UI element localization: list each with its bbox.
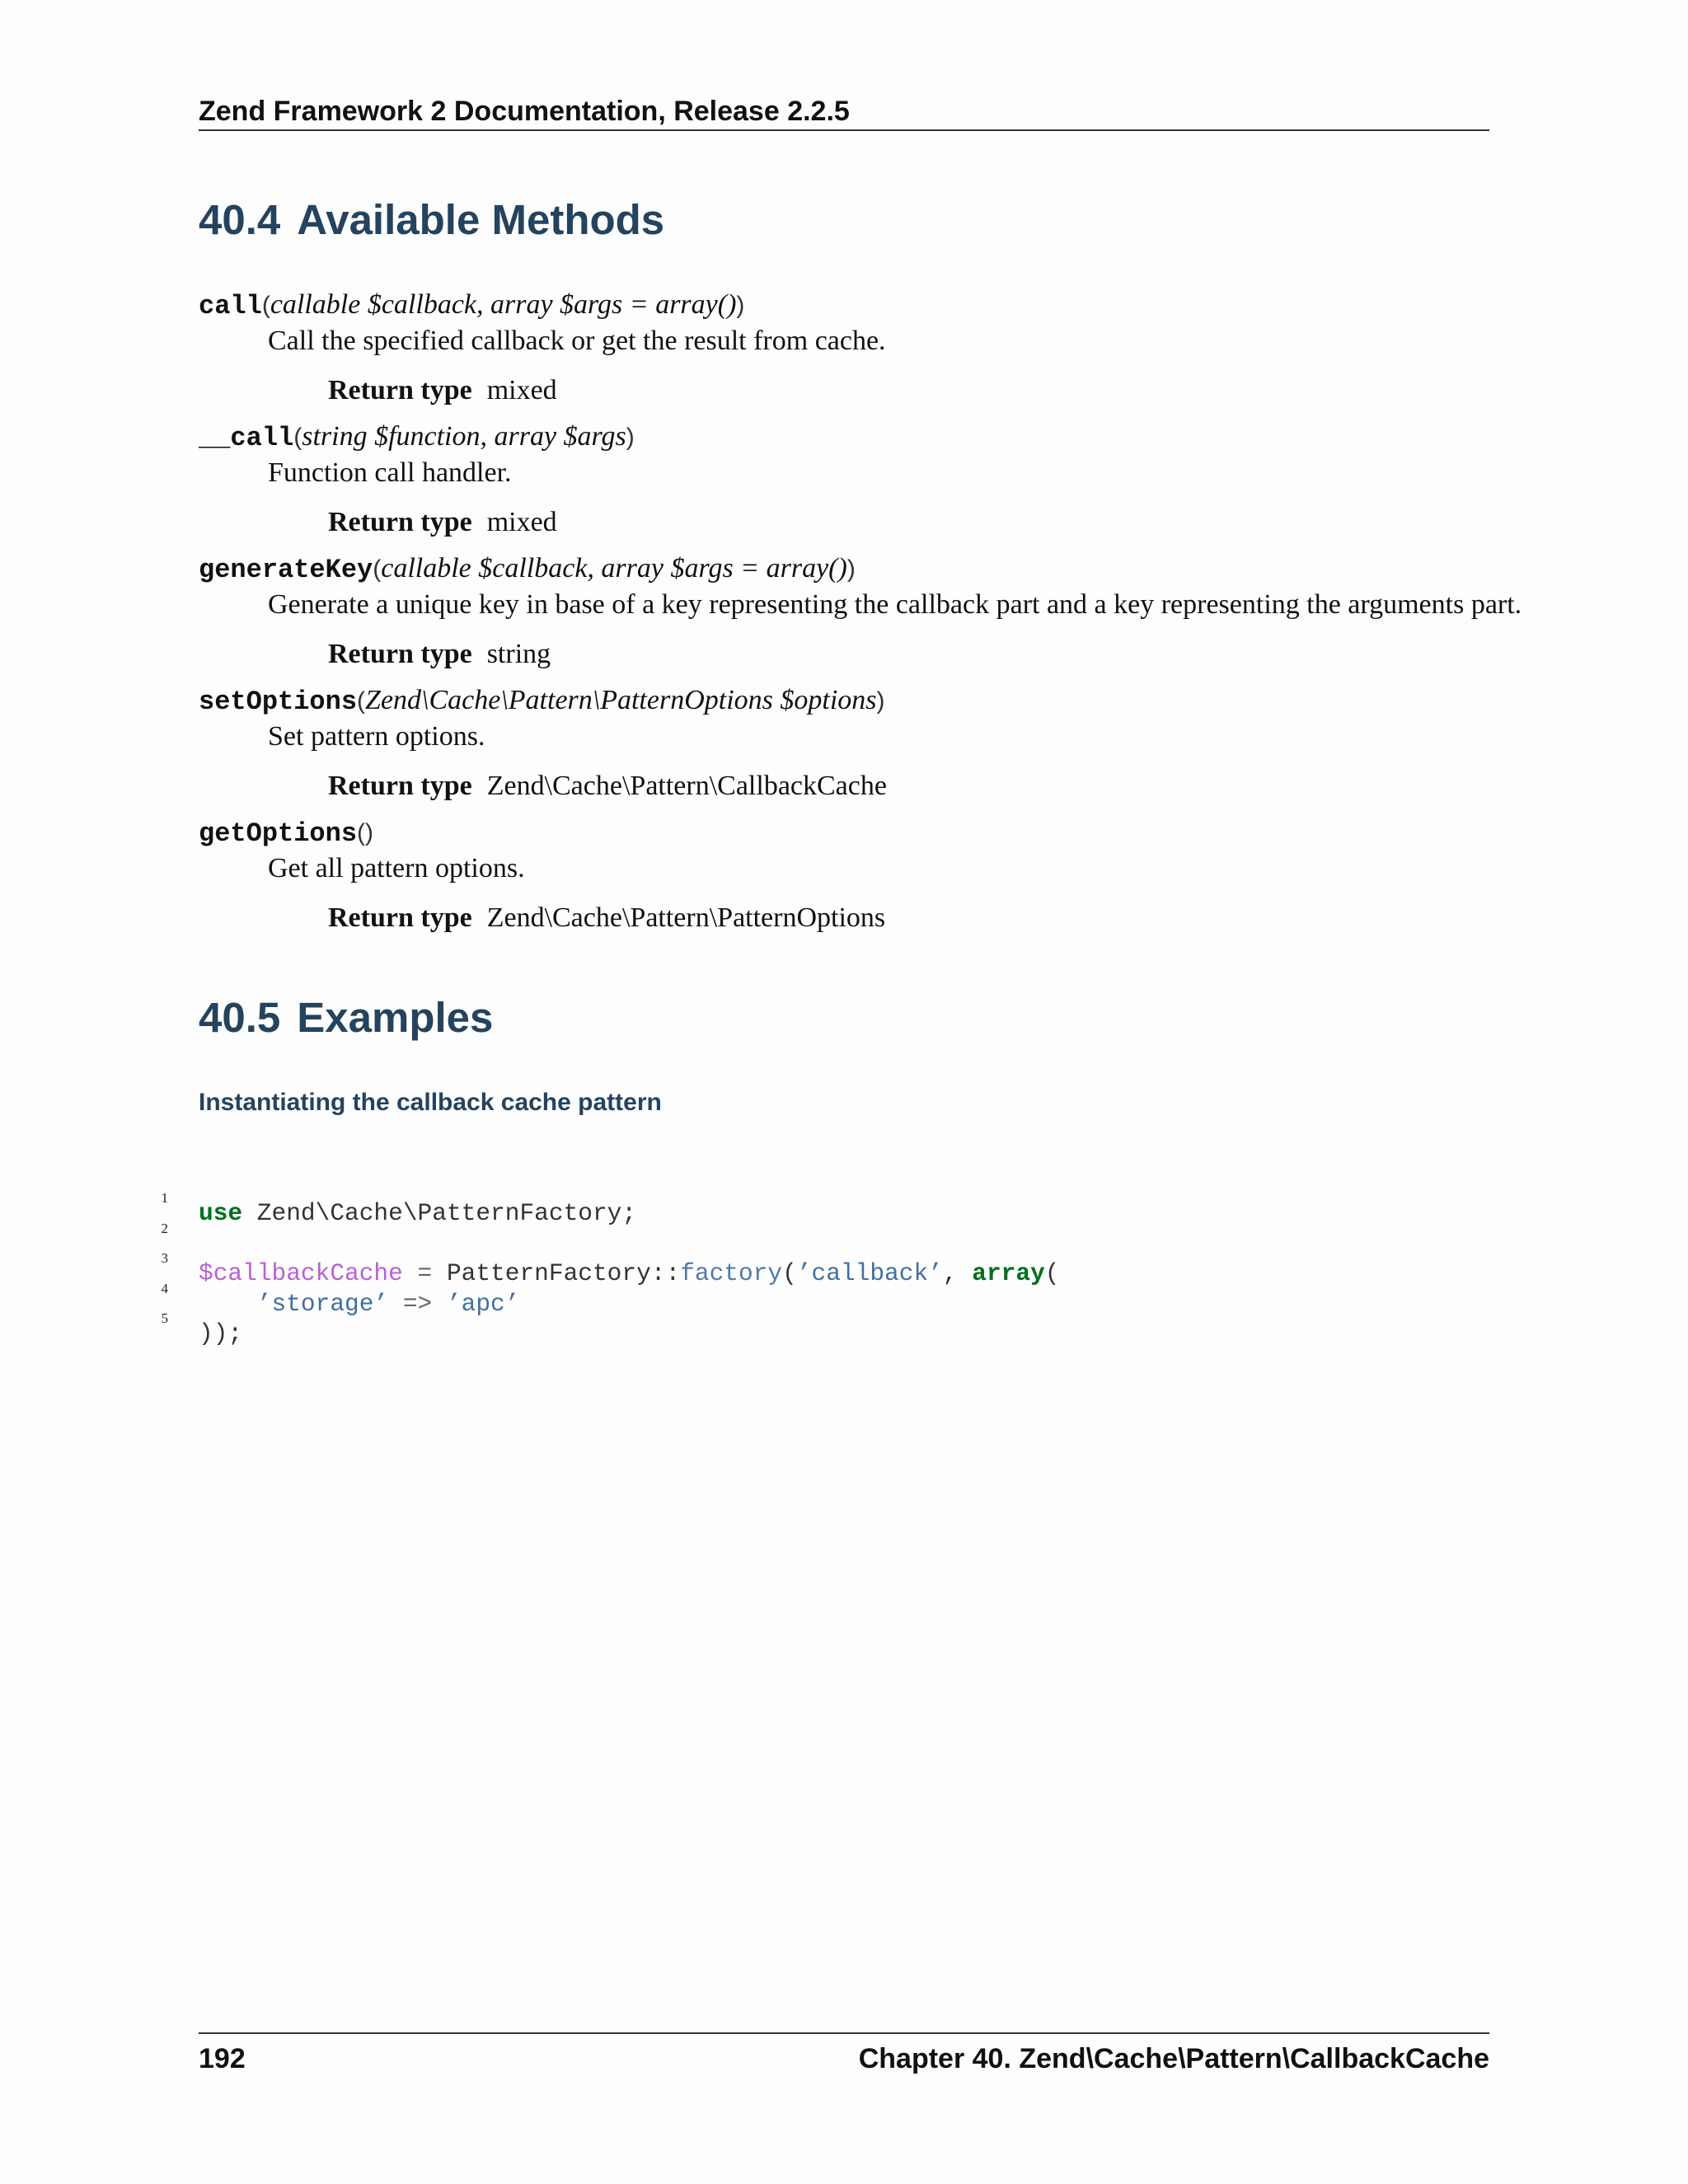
code-line (148, 1169, 637, 1227)
string-literal: ’storage’ (256, 1289, 389, 1318)
return-type-label: Return type (328, 771, 472, 801)
method-params: callable $callback, array $args = array() (381, 553, 847, 583)
close-paren: ) (846, 555, 856, 583)
return-type-value: mixed (486, 507, 557, 537)
operator: = (402, 1259, 447, 1287)
line-number: 2 (161, 1220, 168, 1236)
code-token: Zend\Cache\PatternFactory; (242, 1199, 637, 1227)
method-signature (199, 814, 1501, 852)
section-number: 40.4 (199, 196, 281, 243)
page-number: 192 (199, 2043, 246, 2074)
method-magic-call (199, 419, 1501, 539)
method-params: callable $callback, array $args = array() (270, 289, 737, 320)
return-type-label: Return type (328, 375, 472, 405)
return-type-field (328, 506, 1501, 539)
punctuation: ( (1044, 1259, 1060, 1287)
return-type-field (328, 770, 1501, 803)
operator: => (388, 1289, 447, 1318)
return-type-field (328, 902, 1501, 935)
punctuation: )); (199, 1319, 243, 1347)
return-type-value: Zend\Cache\Pattern\PatternOptions (486, 902, 886, 933)
section-heading-examples (199, 991, 493, 1044)
method-signature (199, 551, 1501, 588)
open-paren: ( (357, 819, 366, 846)
return-type-value: Zend\Cache\Pattern\CallbackCache (486, 771, 887, 801)
open-paren: ( (261, 292, 270, 319)
code-block (148, 1169, 1060, 1347)
return-type-label: Return type (328, 902, 472, 933)
keyword: array (972, 1259, 1045, 1287)
indent (199, 1290, 257, 1318)
string-literal: ’apc’ (446, 1289, 520, 1318)
method-signature (199, 682, 1501, 720)
section-number: 40.5 (199, 994, 281, 1041)
punctuation: ( (782, 1259, 797, 1287)
example-title: Instantiating the callback cache pattern (199, 1089, 662, 1116)
method-name: __call (199, 423, 294, 453)
header-rule (199, 129, 1489, 131)
return-type-label: Return type (328, 639, 472, 669)
class-name: PatternFactory:: (446, 1259, 681, 1287)
method-params: string $function, array $args (302, 421, 626, 452)
method-get-options (199, 814, 1501, 935)
return-type-value: mixed (486, 375, 557, 405)
punctuation: , (942, 1259, 973, 1287)
section-heading-methods (199, 194, 664, 246)
method-params: Zend\Cache\Pattern\PatternOptions $options (365, 685, 877, 715)
method-generate-key (199, 551, 1522, 671)
open-paren: ( (373, 555, 382, 583)
method-description: Function call handler. (268, 457, 512, 488)
method-description: Call the specified callback or get the result from cache. (268, 326, 886, 356)
code-text (199, 1198, 636, 1228)
code-line (148, 1199, 168, 1236)
return-type-value: string (486, 639, 551, 669)
method-call (199, 287, 1501, 407)
method-name: getOptions (199, 818, 358, 849)
section-title: Examples (297, 994, 494, 1041)
method-description: Generate a unique key in base of a key representing the callback part and a key representing the arguments part. (268, 589, 1522, 620)
line-number: 5 (161, 1310, 168, 1326)
open-paren: ( (357, 687, 366, 715)
return-type-field (328, 374, 1501, 407)
close-paren: ) (626, 424, 635, 451)
method-description: Set pattern options. (268, 721, 485, 752)
open-paren: ( (293, 424, 302, 451)
close-paren: ) (365, 819, 374, 846)
line-number: 4 (161, 1280, 168, 1296)
footer-chapter-title: Chapter 40. Zend\Cache\Pattern\CallbackCache (858, 2043, 1489, 2074)
return-type-field (328, 638, 1501, 671)
keyword: use (199, 1199, 243, 1227)
close-paren: ) (876, 687, 885, 715)
code-line (148, 1289, 243, 1347)
method-set-options (199, 682, 1501, 803)
code-line (148, 1229, 1060, 1287)
method-name: setOptions (199, 687, 358, 717)
variable: $callbackCache (199, 1259, 403, 1287)
method-signature (199, 419, 1501, 457)
footer-rule (199, 2032, 1489, 2034)
code-text (199, 1319, 242, 1348)
function-name: factory (680, 1259, 783, 1287)
code-text (199, 1289, 519, 1319)
method-description: Get all pattern options. (268, 853, 525, 883)
string-literal: ’callback’ (796, 1259, 943, 1287)
method-name: generateKey (199, 555, 373, 585)
running-header: Zend Framework 2 Documentation, Release 2.2.5 (199, 96, 850, 127)
close-paren: ) (736, 292, 745, 319)
method-signature (199, 287, 1501, 325)
line-number: 1 (161, 1190, 168, 1206)
method-name: call (199, 291, 262, 321)
return-type-label: Return type (328, 507, 472, 537)
line-number: 3 (161, 1250, 168, 1266)
code-text (199, 1258, 1059, 1288)
section-title: Available Methods (297, 196, 665, 243)
